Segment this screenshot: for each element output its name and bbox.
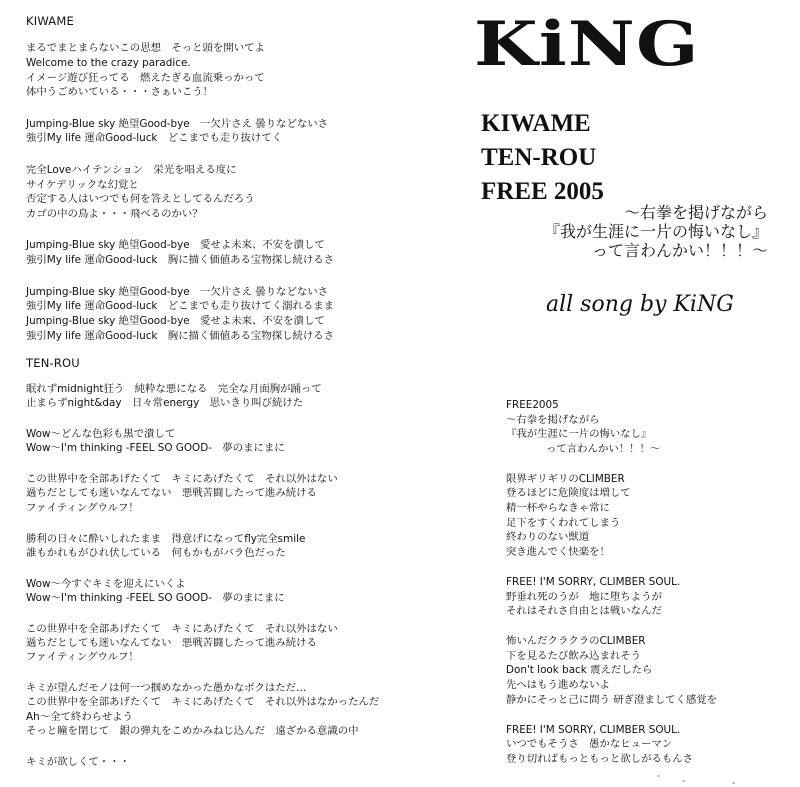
lyric-line: 突き進んでく快楽を！	[506, 545, 610, 558]
lyric-line: Ah〜全て終わらせよう	[26, 710, 133, 723]
stanza	[506, 575, 717, 619]
stanza	[26, 285, 334, 344]
stanza	[26, 163, 334, 222]
track-title: TEN-ROU	[481, 144, 597, 171]
song-title-tenrou: TEN-ROU	[26, 356, 80, 370]
lyric-line: Wow〜I'm thinking -FEEL SO GOOD- 夢のまにまに	[26, 442, 285, 455]
lyric-line: 止まらずnight&day 日々常energy 思いきり叫び続けた	[26, 397, 304, 410]
lyric-line: Wow〜どんな色彩も黒で潰して	[26, 428, 176, 441]
scan-speck	[732, 782, 735, 784]
lyric-line: 強引My life 運命Good-luck どこまでも走り抜けてく	[26, 132, 283, 145]
subtitle-line: って言わんかい！！！〜	[591, 241, 768, 260]
free2005-subtitle-line: 〜右拳を掲げながら	[506, 413, 600, 426]
lyric-line: Wow〜今すぐキミを迎えにいくよ	[26, 577, 186, 590]
lyric-line: 静かにそっと己に問う 研ぎ澄ましてく感覚を	[506, 693, 718, 706]
lyrics-kiwame	[26, 41, 334, 360]
stanza	[26, 755, 379, 769]
lyric-line: 足下をすくわれてしまう	[506, 516, 621, 529]
song-title-free2005: FREE2005	[506, 399, 559, 411]
lyric-line: 眠れずmidnight狂う 純粋な悪になる 完全な月面胸が踊って	[26, 383, 322, 395]
stanza	[26, 117, 334, 147]
lyric-line: イメージ遊び狂ってる 燃えたぎる血流乗っかって	[26, 71, 265, 84]
stanza	[506, 472, 717, 560]
subtitle-line: 『我が生涯に一片の悔いなし』	[543, 222, 768, 241]
stanza	[26, 472, 379, 515]
lyric-line: Jumping-Blue sky 絶望Good-bye 愛せよ未来、不安を潰して	[26, 239, 325, 252]
stanza	[26, 41, 334, 100]
lyric-line: キミが欲しくて・・・	[26, 755, 130, 768]
lyric-line: カゴの中の鳥よ・・・飛べるのかい？	[26, 208, 203, 221]
scan-speck	[682, 780, 685, 782]
stanza	[26, 427, 379, 456]
lyric-line: そっと瞳を閉じて 銀の弾丸をこめかみねじ込んだ 遠ざかる意識の中	[26, 725, 359, 738]
song-title-kiwame: KIWAME	[26, 14, 74, 28]
stanza	[26, 681, 379, 738]
subtitle-line: 〜右拳を掲げながら	[623, 203, 768, 222]
track-title: KIWAME	[481, 110, 591, 137]
lyric-line: いつでもそうさ 愚かなヒューマン	[506, 738, 673, 751]
lyric-line: FREE! I'M SORRY, CLIMBER SOUL.	[506, 723, 681, 736]
stanza	[506, 723, 717, 767]
lyric-line: FREE! I'M SORRY, CLIMBER SOUL.	[506, 575, 681, 588]
lyric-line: 強引My life 運命Good-luck 胸に描く価値ある宝物探し続けるさ	[26, 329, 335, 342]
lyric-line: 登るほどに危険度は増して	[506, 487, 631, 500]
lyric-line: 登り切ればもっともっと欲しがるもんさ	[506, 752, 694, 765]
lyric-line: キミが望んだモノは何一つ掴めなかった愚かなボクはただ…	[26, 682, 307, 695]
songwriter-credit: all song by KiNG	[546, 292, 734, 317]
lyric-line: 終わりのない獣道	[506, 531, 590, 544]
lyric-line: 勝利の日々に酔いしれたまま 得意げになってfly完全smile	[26, 532, 306, 545]
stanza	[26, 382, 379, 411]
lyrics-tenrou	[26, 382, 379, 786]
lyric-line: 過ちだとしても迷いなんてない 悪戦苦闘したって進み続ける	[26, 637, 317, 650]
track-list	[481, 107, 604, 209]
lyric-line: サイケデリックな幻覚と	[26, 178, 139, 191]
lyric-line: 強引My life 運命Good-luck 胸に描く価値ある宝物探し続けるさ	[26, 254, 335, 267]
lyric-line: それはそれさ自由とは戦いなんだ	[506, 605, 662, 618]
lyric-line: Jumping-Blue sky 絶望Good-bye 一欠片さえ 曇りなどないさ	[26, 117, 329, 130]
lyric-line: 誰もかれもがひれ伏している 何もかもがバラ色だった	[26, 546, 286, 559]
track-subtitle	[544, 203, 768, 260]
lyric-line: 怖いんだクラクラのCLIMBER	[506, 635, 646, 648]
lyric-line: 限界ギリギリのCLIMBER	[506, 472, 625, 485]
lyric-line: まるでまとまらないこの思想 そっと頭を開いてよ	[26, 42, 265, 54]
lyric-line: 下を見るたび飲み込まれそう	[506, 649, 642, 662]
lyric-line: 体中うごめいている・・・さぁいこう！	[26, 86, 214, 99]
lyric-line: Jumping-Blue sky 絶望Good-bye 愛せよ未来、不安を潰して	[26, 315, 325, 328]
lyric-line: 完全Loveハイテンション 栄光を唱える度に	[26, 163, 237, 176]
stanza	[26, 532, 379, 561]
lyric-line: 過ちだとしても迷いなんてない 悪戦苦闘したって進み続ける	[26, 487, 317, 500]
stanza	[26, 577, 379, 606]
free2005-subtitle-line: って言わんかい！！！〜	[546, 442, 661, 455]
lyric-line: この世界中を全部あげたくて キミにあげたくて それ以外はない	[26, 473, 338, 486]
lyric-line: Don't look back 震えだしたら	[506, 664, 653, 677]
lyric-line: 野垂れ死のうが 地に堕ちようが	[506, 590, 662, 603]
artist-logo: KiNG	[474, 9, 700, 80]
lyric-line: Wow〜I'm thinking -FEEL SO GOOD- 夢のまにまに	[26, 591, 285, 604]
scan-speck	[657, 775, 660, 777]
lyric-line: 強引My life 運命Good-luck どこまでも走り抜けてく溺れるまま	[26, 300, 335, 313]
track-title: FREE 2005	[481, 178, 604, 205]
stanza	[506, 634, 717, 707]
lyric-line: この世界中を全部あげたくて キミにあげたくて それ以外はなかったんだ	[26, 696, 380, 709]
stanza	[26, 238, 334, 268]
lyric-line: 先へはもう進めないよ	[506, 679, 610, 691]
lyric-line: Jumping-Blue sky 絶望Good-bye 一欠片さえ 曇りなどないさ	[26, 285, 329, 298]
lyric-line: 精一杯やらなきゃ常に	[506, 502, 610, 515]
lyric-line: この世界中を全部あげたくて キミにあげたくて それ以外はない	[26, 622, 338, 635]
lyric-line: Welcome to the crazy paradice.	[26, 56, 191, 69]
lyric-line: ファイティングウルフ！	[26, 651, 139, 664]
lyric-line: ファイティングウルフ！	[26, 501, 139, 514]
free2005-subtitle-line: 『我が生涯に一片の悔いなし』	[506, 428, 652, 441]
lyrics-free2005	[506, 398, 717, 782]
song-header-free2005	[506, 398, 717, 456]
lyric-line: 否定する人はいつでも何を答えとしてるんだろう	[26, 193, 255, 206]
stanza	[26, 622, 379, 665]
